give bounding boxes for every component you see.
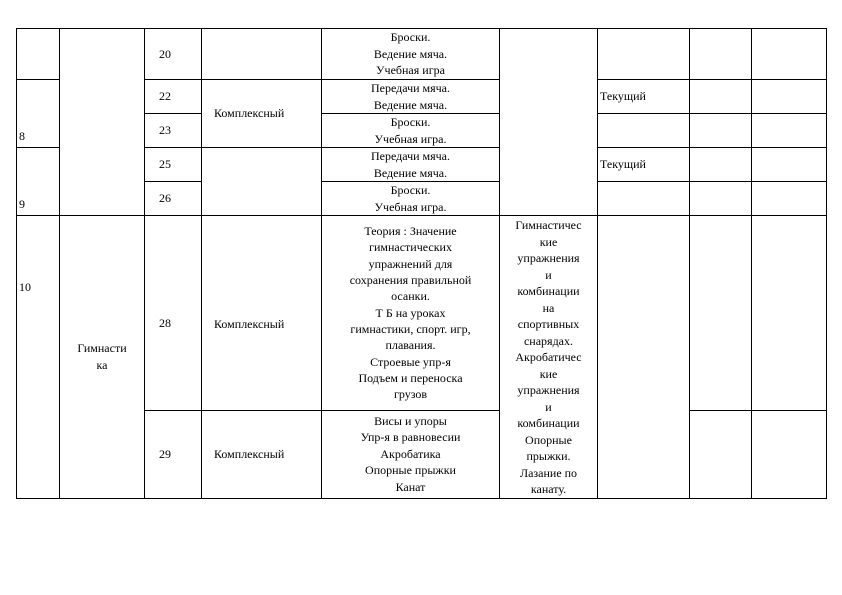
section-name: Гимнасти ка bbox=[60, 216, 145, 499]
lesson-number: 28 bbox=[145, 216, 202, 411]
empty-cell bbox=[752, 29, 827, 80]
week-cell bbox=[17, 29, 60, 80]
control-cell bbox=[598, 182, 690, 216]
section-cell bbox=[60, 29, 145, 216]
lesson-type: Комплексный bbox=[202, 80, 322, 148]
lesson-topic: Броски. Ведение мяча. Учебная игра bbox=[322, 29, 500, 80]
empty-cell bbox=[690, 114, 752, 148]
empty-cell bbox=[690, 182, 752, 216]
empty-cell bbox=[752, 410, 827, 498]
lesson-type bbox=[202, 29, 322, 80]
control-cell bbox=[598, 114, 690, 148]
lesson-type: Комплексный bbox=[202, 410, 322, 498]
week-number: 10 bbox=[17, 216, 60, 499]
lesson-topic: Передачи мяча. Ведение мяча. bbox=[322, 148, 500, 182]
lesson-number: 26 bbox=[145, 182, 202, 216]
empty-cell bbox=[752, 114, 827, 148]
control-type: Текущий bbox=[598, 148, 690, 182]
elements-cell bbox=[500, 29, 598, 216]
lesson-type bbox=[202, 148, 322, 216]
lesson-topic: Висы и упоры Упр-я в равновесии Акробатика Опорные прыжки Канат bbox=[322, 410, 500, 498]
empty-cell bbox=[752, 216, 827, 411]
control-cell bbox=[598, 216, 690, 499]
empty-cell bbox=[690, 80, 752, 114]
lesson-number: 20 bbox=[145, 29, 202, 80]
table-row bbox=[17, 216, 827, 411]
elements-content: Гимнастичес кие упражнения и комбинации на спортивных снарядах. Акробатичес кие упражнения и комбинации Опорные прыжки. Лазание по канату. bbox=[500, 216, 598, 499]
lesson-topic: Передачи мяча. Ведение мяча. bbox=[322, 80, 500, 114]
week-number: 8 bbox=[17, 80, 60, 148]
control-cell bbox=[598, 29, 690, 80]
lesson-topic: Броски. Учебная игра. bbox=[322, 182, 500, 216]
lesson-type: Комплексный bbox=[202, 216, 322, 411]
lesson-number: 29 bbox=[145, 410, 202, 498]
empty-cell bbox=[752, 182, 827, 216]
lesson-number: 25 bbox=[145, 148, 202, 182]
control-type: Текущий bbox=[598, 80, 690, 114]
empty-cell bbox=[690, 148, 752, 182]
empty-cell bbox=[690, 410, 752, 498]
lesson-topic: Броски. Учебная игра. bbox=[322, 114, 500, 148]
lesson-number: 22 bbox=[145, 80, 202, 114]
empty-cell bbox=[690, 29, 752, 80]
lesson-topic: Теория : Значение гимнастических упражнений для сохранения правильной осанки. Т Б на уроках гимнастики, спорт. игр, плавания. Строевые упр-я Подъем и переноска грузов bbox=[322, 216, 500, 411]
lesson-number: 23 bbox=[145, 114, 202, 148]
lesson-plan-table bbox=[16, 28, 827, 499]
week-number: 9 bbox=[17, 148, 60, 216]
empty-cell bbox=[752, 148, 827, 182]
empty-cell bbox=[690, 216, 752, 411]
empty-cell bbox=[752, 80, 827, 114]
table-row bbox=[17, 29, 827, 80]
